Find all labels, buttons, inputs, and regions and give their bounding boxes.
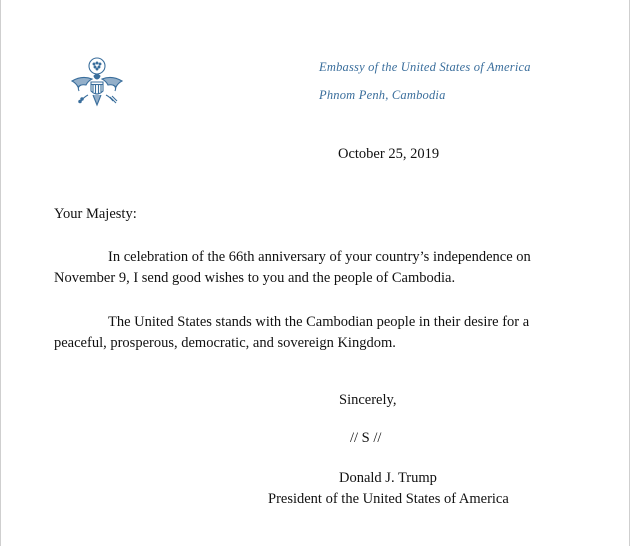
embassy-city: Phnom Penh, Cambodia bbox=[319, 88, 446, 102]
closing: Sincerely, bbox=[339, 392, 397, 408]
embassy-name: Embassy of the United States of America bbox=[319, 60, 531, 74]
paragraph-2-line-1: The United States stands with the Cambodian people in their desire for a bbox=[108, 314, 530, 330]
paragraph-1-line-1: In celebration of the 66th anniversary of your country’s independence on bbox=[108, 249, 531, 265]
salutation: Your Majesty: bbox=[54, 206, 137, 222]
signer-name: Donald J. Trump bbox=[339, 470, 437, 486]
page-edge-left bbox=[0, 0, 1, 546]
signature-mark: // S // bbox=[350, 430, 382, 446]
letter-date: October 25, 2019 bbox=[338, 146, 440, 162]
paragraph-2-line-2: peaceful, prosperous, democratic, and sovereign Kingdom. bbox=[54, 335, 396, 351]
us-great-seal-icon bbox=[68, 55, 126, 113]
paragraph-1 bbox=[54, 247, 534, 289]
signer-title: President of the United States of America bbox=[268, 491, 509, 507]
paragraph-2 bbox=[54, 312, 534, 354]
paragraph-1-line-2: November 9, I send good wishes to you and the people of Cambodia. bbox=[54, 270, 456, 286]
